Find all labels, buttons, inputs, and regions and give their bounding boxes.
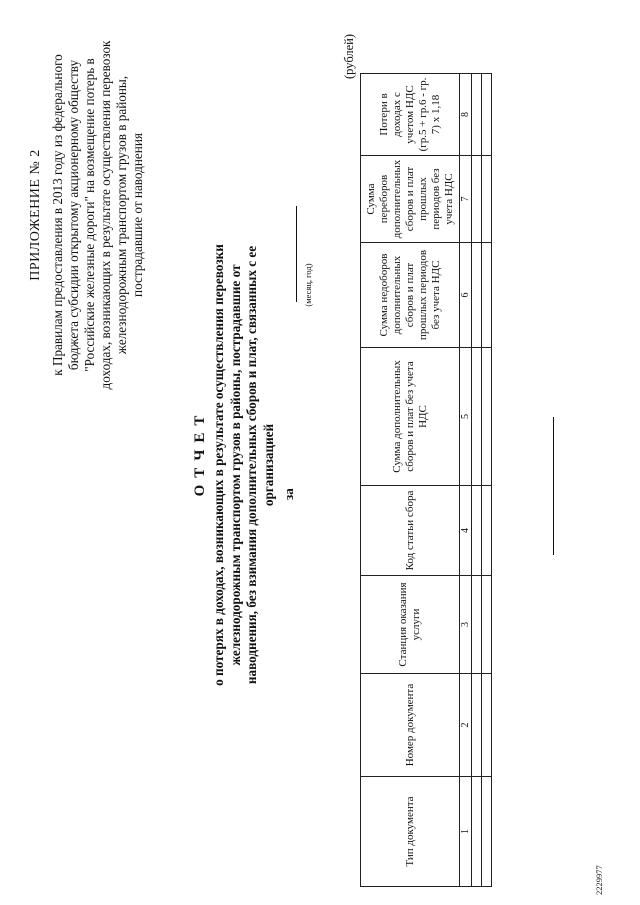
table-header-row <box>361 74 460 887</box>
col-header-doc-type: Тип документа <box>361 777 460 887</box>
empty-cell <box>482 74 492 156</box>
document-code: 2229977 <box>594 865 604 895</box>
period-fill-line <box>296 206 297 302</box>
col-number: 2 <box>460 674 472 777</box>
empty-cell <box>482 348 492 486</box>
report-table <box>360 73 492 887</box>
col-header-doc-number: Номер документа <box>361 674 460 777</box>
empty-cell <box>482 243 492 348</box>
table-row <box>482 74 492 887</box>
col-number: 1 <box>460 777 472 887</box>
empty-cell <box>472 486 482 576</box>
appendix-text: к Правилам предоставления в 2013 году из федерального бюджета субсидии открытому акционерному обществу "Российские железные дороги" на возмещение потерь в доходах, возникающих в результате осуществления перевозок железнодорожным транспортом грузов в районы, пострадавшие от наводнения <box>50 40 145 390</box>
col-number: 5 <box>460 348 472 486</box>
period-hint: (месяц, год) <box>303 263 313 307</box>
col-number: 7 <box>460 156 472 243</box>
empty-cell <box>482 777 492 887</box>
empty-cell <box>472 243 482 348</box>
report-title: ОТЧЕТ <box>192 408 208 497</box>
report-subtitle: о потерях в доходах, возникающих в результате осуществления перевозки железнодорожным транспортом грузов в районы, пострадавшие от наводнения, без взимания дополнительных сборов и плат, связанных с ее организацией <box>211 244 276 686</box>
empty-cell <box>472 777 482 887</box>
col-number: 8 <box>460 74 472 156</box>
empty-cell <box>472 674 482 777</box>
col-header-underpayments: Сумма недоборов дополнительных сборов и плат прошлых периодов без учета НДС <box>361 243 460 348</box>
empty-cell <box>482 576 492 674</box>
table-row <box>472 74 482 887</box>
column-number-row <box>460 74 472 887</box>
period-prefix: за <box>281 488 296 500</box>
col-header-losses: Потери в доходах с учетом НДС (гр.5 + гр.6 - гр. 7) х 1,18 <box>361 74 460 156</box>
appendix-title: ПРИЛОЖЕНИЕ № 2 <box>28 149 43 281</box>
col-number: 6 <box>460 243 472 348</box>
units-label: (рублей) <box>342 33 356 79</box>
empty-cell <box>482 156 492 243</box>
col-number: 3 <box>460 576 472 674</box>
empty-cell <box>472 576 482 674</box>
col-number: 4 <box>460 486 472 576</box>
empty-cell <box>482 486 492 576</box>
col-header-fee-sum: Сумма дополнительных сборов и плат без учета НДС <box>361 348 460 486</box>
col-header-fee-code: Код статьи сбора <box>361 486 460 576</box>
empty-cell <box>472 156 482 243</box>
empty-cell <box>482 674 492 777</box>
col-header-overpayments: Сумма переборов дополнительных сборов и плат прошлых периодов без учета НДС <box>361 156 460 243</box>
col-header-station: Станция оказания услуги <box>361 576 460 674</box>
empty-cell <box>472 348 482 486</box>
signature-line <box>553 417 554 555</box>
empty-cell <box>472 74 482 156</box>
